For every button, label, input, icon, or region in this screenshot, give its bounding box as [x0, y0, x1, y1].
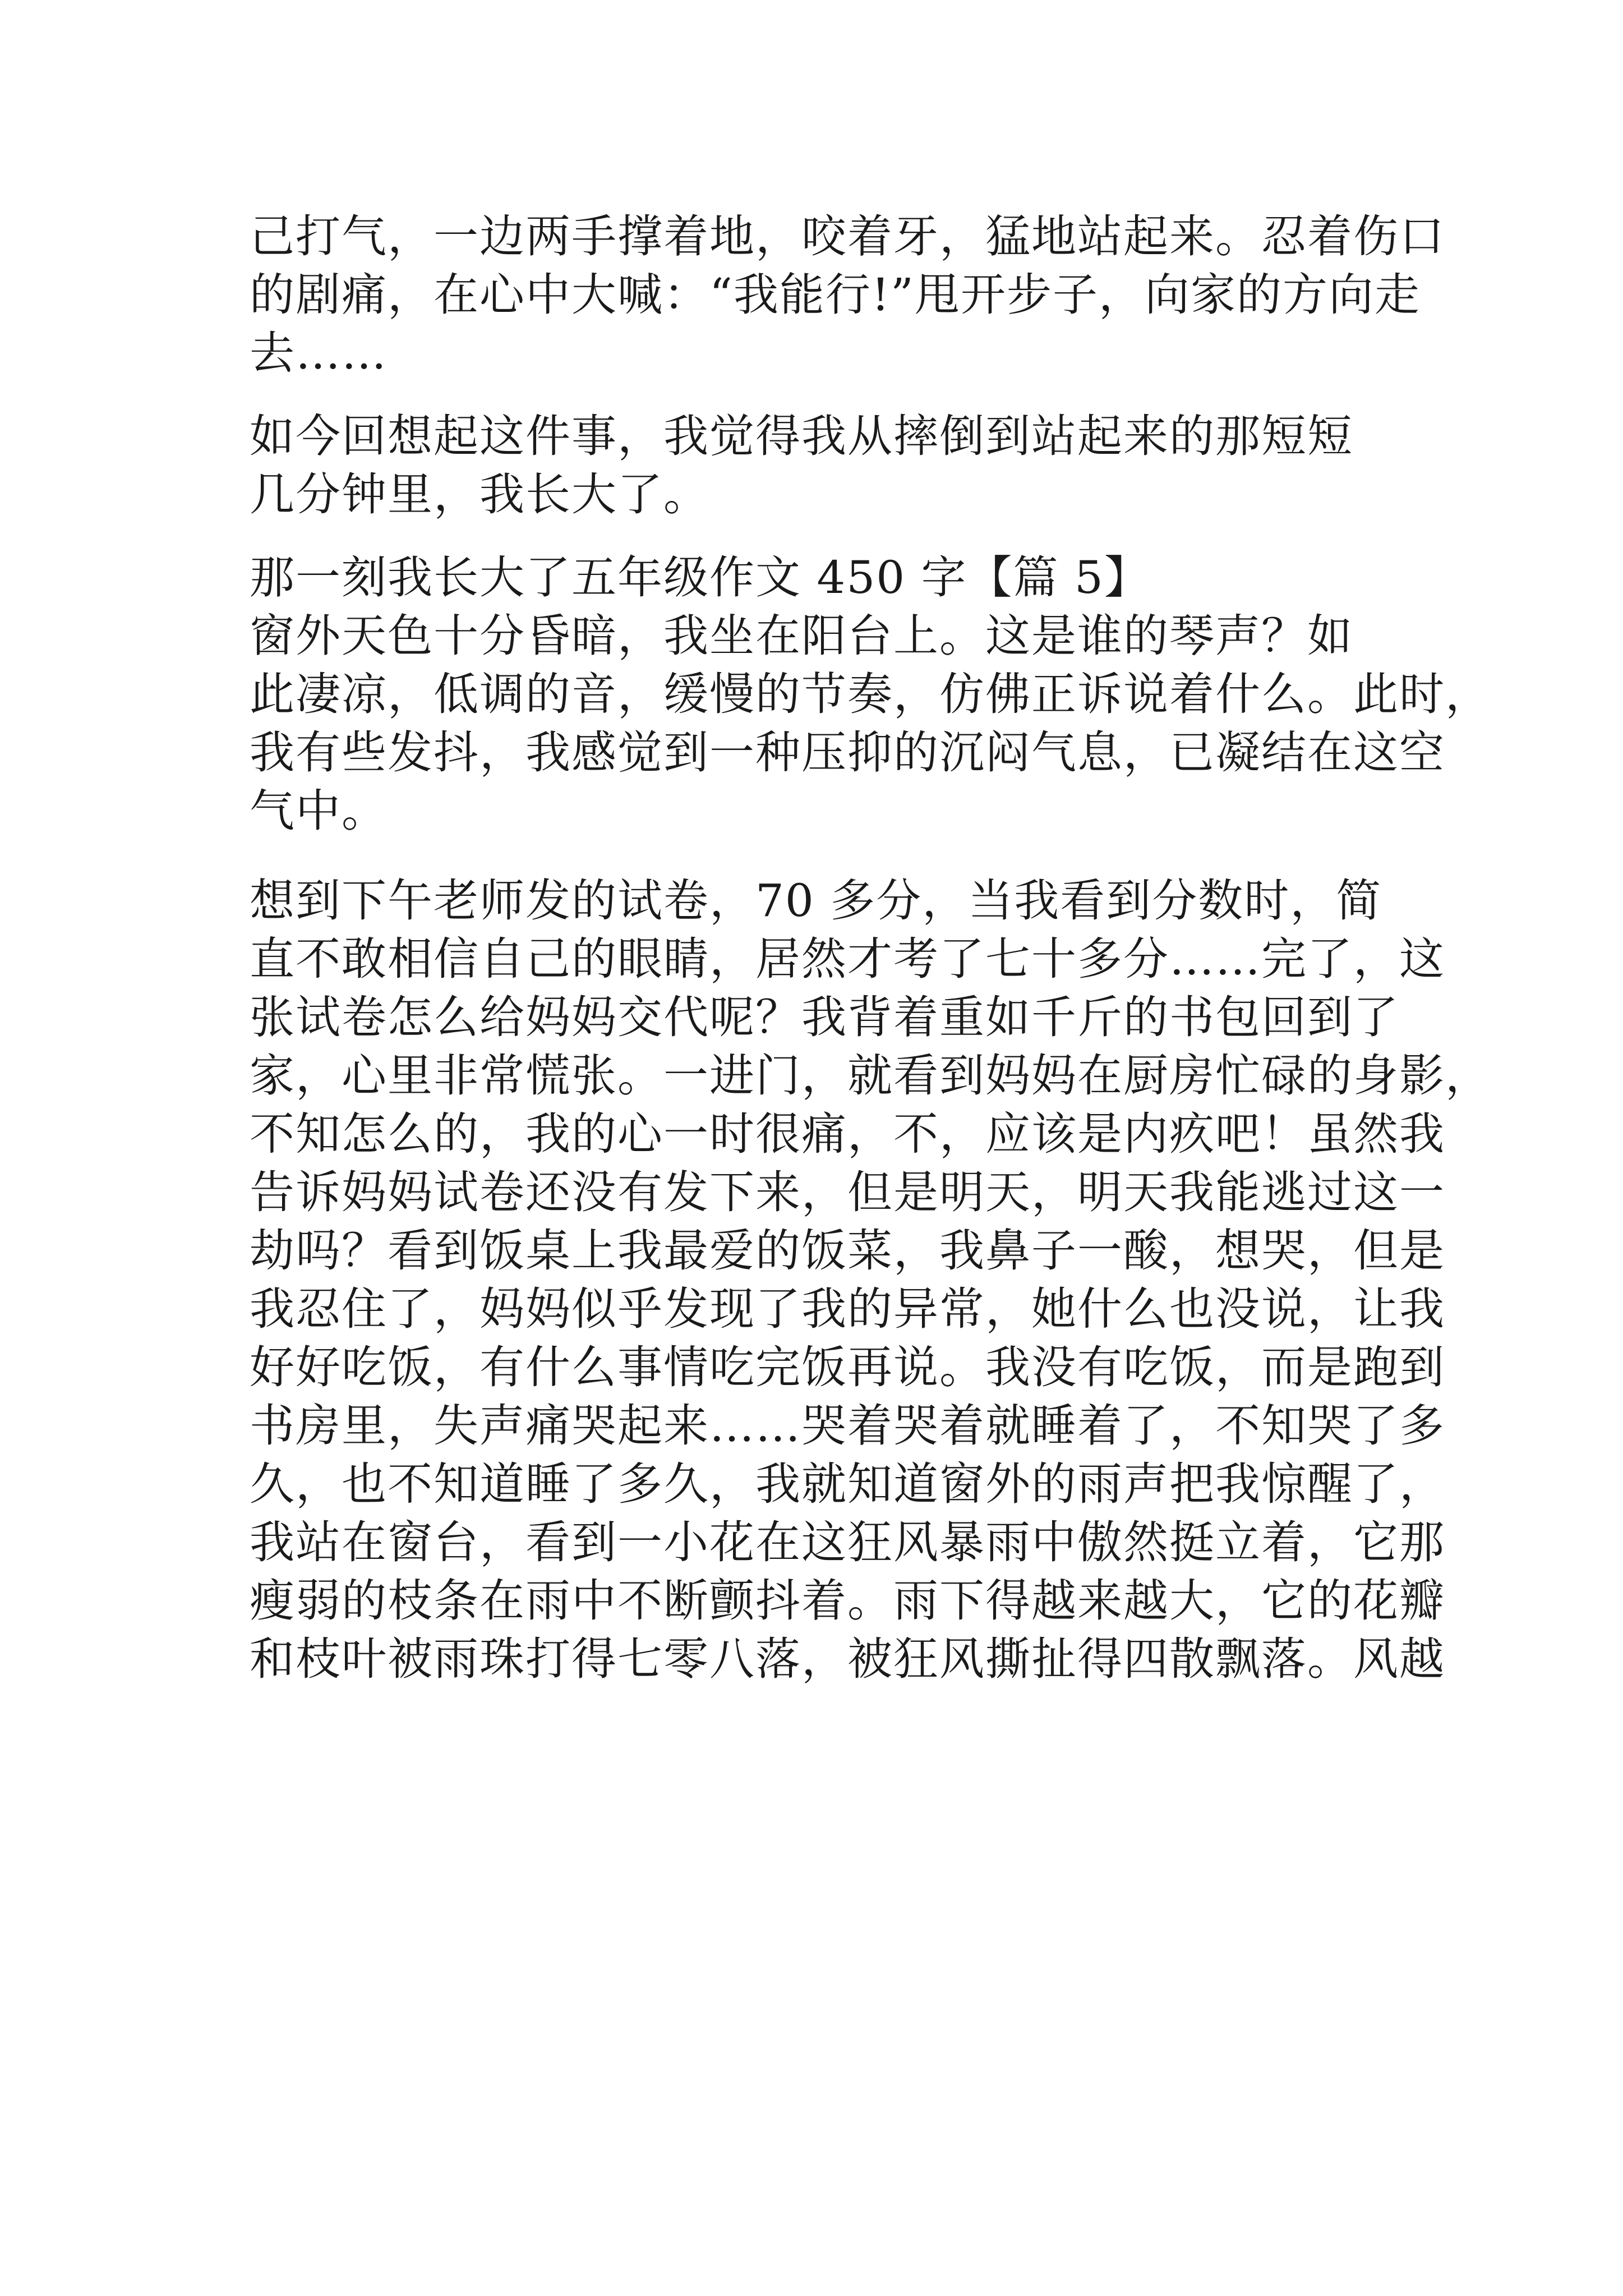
text-line: 和枝叶被雨珠打得七零八落，被狂风撕扯得四散飘落。风越: [250, 1633, 1445, 1685]
text-line: 想到下午老师发的试卷，70 多分，当我看到分数时，简: [250, 875, 1382, 927]
text-line: 书房里，失声痛哭起来……哭着哭着就睡着了，不知哭了多: [250, 1400, 1445, 1452]
text-line: 直不敢相信自己的眼睛，居然才考了七十多分……完了，这: [250, 933, 1445, 985]
text-line: 的剧痛，在心中大喊：“我能行!”甩开步子，向家的方向走: [250, 269, 1421, 321]
text-line: 窗外天色十分昏暗，我坐在阳台上。这是谁的琴声？如: [250, 610, 1353, 662]
text-line: 家，心里非常慌张。一进门，就看到妈妈在厨房忙碌的身影，: [250, 1050, 1491, 1102]
text-line: 我忍住了，妈妈似乎发现了我的异常，她什么也没说，让我: [250, 1283, 1445, 1335]
text-line: 不知怎么的，我的心一时很痛，不，应该是内疚吧！虽然我: [250, 1108, 1445, 1160]
text-line: 几分钟里，我长大了。: [250, 468, 709, 521]
text-line: 此凄凉，低调的音，缓慢的节奏，仿佛正诉说着什么。此时，: [250, 668, 1491, 720]
text-line: 如今回想起这件事，我觉得我从摔倒到站起来的那短短: [250, 410, 1353, 462]
text-line: 气中。: [250, 785, 388, 837]
document-body: [250, 208, 1491, 1688]
text-line: 劫吗？看到饭桌上我最爱的饭菜，我鼻子一酸，想哭，但是: [250, 1225, 1445, 1277]
text-line: 瘦弱的枝条在雨中不断颤抖着。雨下得越来越大，它的花瓣: [250, 1575, 1445, 1627]
text-line: 我有些发抖，我感觉到一种压抑的沉闷气息，已凝结在这空: [250, 726, 1445, 779]
section-heading: 那一刻我长大了五年级作文 450 字【篇 5】: [250, 551, 1150, 604]
text-line: 张试卷怎么给妈妈交代呢？我背着重如千斤的书包回到了: [250, 991, 1399, 1043]
text-line: 告诉妈妈试卷还没有发下来，但是明天，明天我能逃过这一: [250, 1166, 1445, 1218]
text-line: 我站在窗台，看到一小花在这狂风暴雨中傲然挺立着，它那: [250, 1516, 1445, 1568]
text-line: 己打气，一边两手撑着地，咬着牙，猛地站起来。忍着伤口: [250, 210, 1445, 263]
text-line: 去……: [250, 327, 388, 379]
text-line: 好好吃饭，有什么事情吃完饭再说。我没有吃饭，而是跑到: [250, 1341, 1445, 1393]
text-line: 久，也不知道睡了多久，我就知道窗外的雨声把我惊醒了，: [250, 1458, 1445, 1510]
